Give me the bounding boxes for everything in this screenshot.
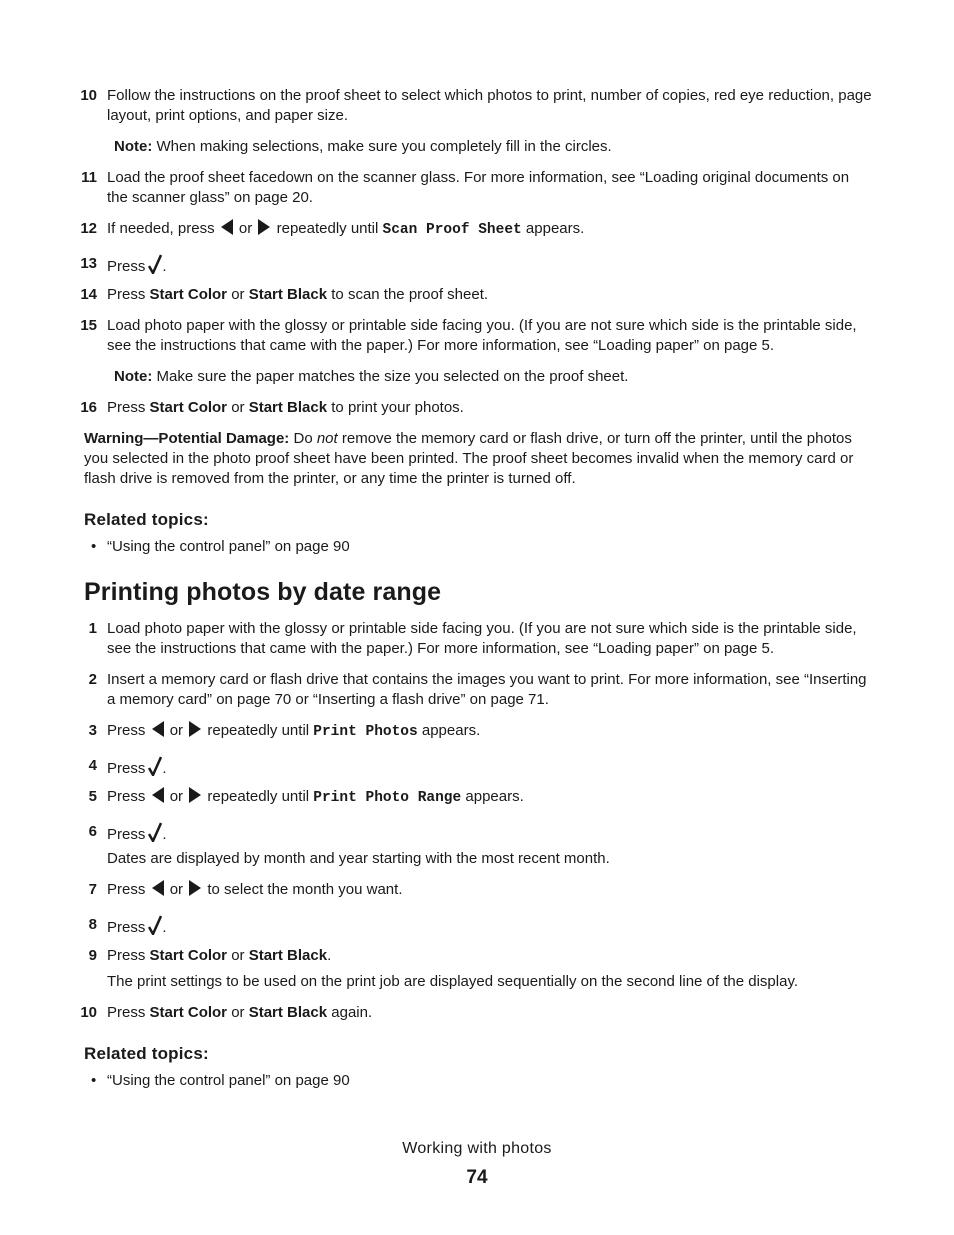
step-text <box>107 721 872 742</box>
text: Press <box>107 947 146 964</box>
text: or <box>169 788 184 805</box>
step-text <box>107 398 872 418</box>
step-number: 14 <box>80 286 97 303</box>
step-text <box>107 915 872 938</box>
checkmark-icon <box>148 915 162 935</box>
text: Press <box>107 788 146 805</box>
bullet-icon: • <box>91 538 97 555</box>
step-number: 16 <box>80 399 97 416</box>
checkmark-icon <box>148 822 162 842</box>
left-arrow-icon <box>152 880 164 896</box>
step-text <box>107 285 872 305</box>
text: or <box>169 722 184 739</box>
related-topics-heading: Related topics: <box>84 510 209 529</box>
related-topic-item <box>91 537 350 557</box>
note-label: Note: <box>114 368 153 385</box>
bullet-icon: • <box>91 1072 97 1089</box>
step-number: 3 <box>88 722 97 739</box>
page-number: 74 <box>466 1167 488 1188</box>
step-number: 2 <box>88 671 97 688</box>
text: repeatedly until <box>207 722 310 739</box>
step-number: 12 <box>80 220 97 237</box>
text: appears. <box>421 722 481 739</box>
display-message: Print Photo Range <box>313 790 462 806</box>
left-arrow-icon <box>221 219 233 235</box>
note-text: Make sure the paper matches the size you selected on the proof sheet. <box>156 368 629 385</box>
step-text: Load photo paper with the glossy or printable side facing you. (If you are not sure which side is the printable side, see the instructions that came with the paper.) For more information, see “Loading paper” on page 5. <box>107 317 857 354</box>
text: . <box>162 826 167 843</box>
text: or <box>238 220 253 237</box>
button-name: Start Black <box>248 286 328 303</box>
step-number: 15 <box>80 317 97 334</box>
text: Press <box>107 399 146 416</box>
left-arrow-icon <box>152 721 164 737</box>
text: . <box>327 947 332 964</box>
step-text <box>107 219 872 240</box>
link-text: “Using the control panel” on page 90 <box>107 538 350 555</box>
step-detail: Dates are displayed by month and year starting with the most recent month. <box>107 850 610 867</box>
step-number: 10 <box>80 1004 97 1021</box>
text: again. <box>331 1004 373 1021</box>
text: Do <box>293 430 313 447</box>
text: Press <box>107 760 146 777</box>
text: Press <box>107 286 146 303</box>
related-topic-item <box>91 1071 350 1091</box>
text: or <box>231 1004 245 1021</box>
step-number: 7 <box>88 881 97 898</box>
right-arrow-icon <box>189 721 201 737</box>
text: Press <box>107 722 146 739</box>
right-arrow-icon <box>189 787 201 803</box>
note <box>114 137 874 157</box>
step-detail: The print settings to be used on the print job are displayed sequentially on the second line of the display. <box>107 973 798 990</box>
checkmark-icon <box>148 756 162 776</box>
text: to select the month you want. <box>207 881 403 898</box>
text: repeatedly until <box>207 788 310 805</box>
note-text: When making selections, make sure you completely fill in the circles. <box>156 138 612 155</box>
text: to scan the proof sheet. <box>331 286 489 303</box>
text: remove the memory card or flash drive, or turn off the printer, until the photos you selected in the photo proof sheet have been printed. The proof sheet becomes invalid when the memory card or flash drive is removed from the printer, or any time the printer is turned off. <box>84 430 854 487</box>
text: If needed, press <box>107 220 215 237</box>
button-name: Start Color <box>149 947 228 964</box>
warning-label: Warning—Potential Damage: <box>84 430 290 447</box>
step-number: 5 <box>88 788 97 805</box>
text: repeatedly until <box>276 220 379 237</box>
warning <box>84 429 874 489</box>
step-text: Follow the instructions on the proof sheet to select which photos to print, number of copies, red eye reduction, page layout, print options, and paper size. <box>107 87 872 124</box>
footer-chapter-title: Working with photos <box>402 1140 552 1157</box>
text: . <box>162 760 167 777</box>
text: . <box>162 258 167 275</box>
step-number: 1 <box>88 620 97 637</box>
step-number: 4 <box>88 757 97 774</box>
text: Press <box>107 1004 146 1021</box>
text: or <box>231 399 245 416</box>
step-number: 11 <box>81 169 97 186</box>
display-message: Print Photos <box>313 724 418 740</box>
display-message: Scan Proof Sheet <box>382 222 522 238</box>
button-name: Start Black <box>248 1004 328 1021</box>
text: or <box>231 286 245 303</box>
text: to print your photos. <box>331 399 464 416</box>
text: . <box>162 919 167 936</box>
text: or <box>231 947 245 964</box>
step-number: 6 <box>88 823 97 840</box>
button-name: Start Black <box>248 399 328 416</box>
text: Press <box>107 258 146 275</box>
step-text <box>107 880 872 900</box>
text: appears. <box>525 220 585 237</box>
step-text <box>107 822 872 845</box>
step-text <box>107 946 872 966</box>
step-number: 13 <box>80 255 97 272</box>
step-number: 10 <box>80 87 97 104</box>
text: appears. <box>465 788 524 805</box>
section-title: Printing photos by date range <box>84 578 442 606</box>
text: or <box>169 881 184 898</box>
step-text <box>107 254 872 277</box>
right-arrow-icon <box>189 880 201 896</box>
step-text <box>107 756 872 779</box>
text: Press <box>107 826 146 843</box>
button-name: Start Black <box>248 947 328 964</box>
text: Press <box>107 919 146 936</box>
step-text: Load photo paper with the glossy or printable side facing you. (If you are not sure which side is the printable side, see the instructions that came with the paper.) For more information, see “Loading paper” on page 5. <box>107 620 857 657</box>
checkmark-icon <box>148 254 162 274</box>
button-name: Start Color <box>149 1004 228 1021</box>
step-text <box>107 1003 872 1023</box>
related-topics-heading: Related topics: <box>84 1044 209 1063</box>
button-name: Start Color <box>149 399 228 416</box>
note <box>114 367 874 387</box>
step-number: 8 <box>88 916 97 933</box>
step-text: Load the proof sheet facedown on the scanner glass. For more information, see “Loading original documents on the scanner glass” on page 20. <box>107 169 850 206</box>
text: Press <box>107 881 146 898</box>
button-name: Start Color <box>149 286 228 303</box>
emphasis: not <box>316 430 338 447</box>
left-arrow-icon <box>152 787 164 803</box>
right-arrow-icon <box>258 219 270 235</box>
step-text <box>107 787 872 808</box>
step-number: 9 <box>88 947 97 964</box>
step-text: Insert a memory card or flash drive that contains the images you want to print. For more information, see “Inserting a memory card” on page 70 or “Inserting a flash drive” on page 71. <box>107 671 867 708</box>
link-text: “Using the control panel” on page 90 <box>107 1072 350 1089</box>
note-label: Note: <box>114 138 153 155</box>
